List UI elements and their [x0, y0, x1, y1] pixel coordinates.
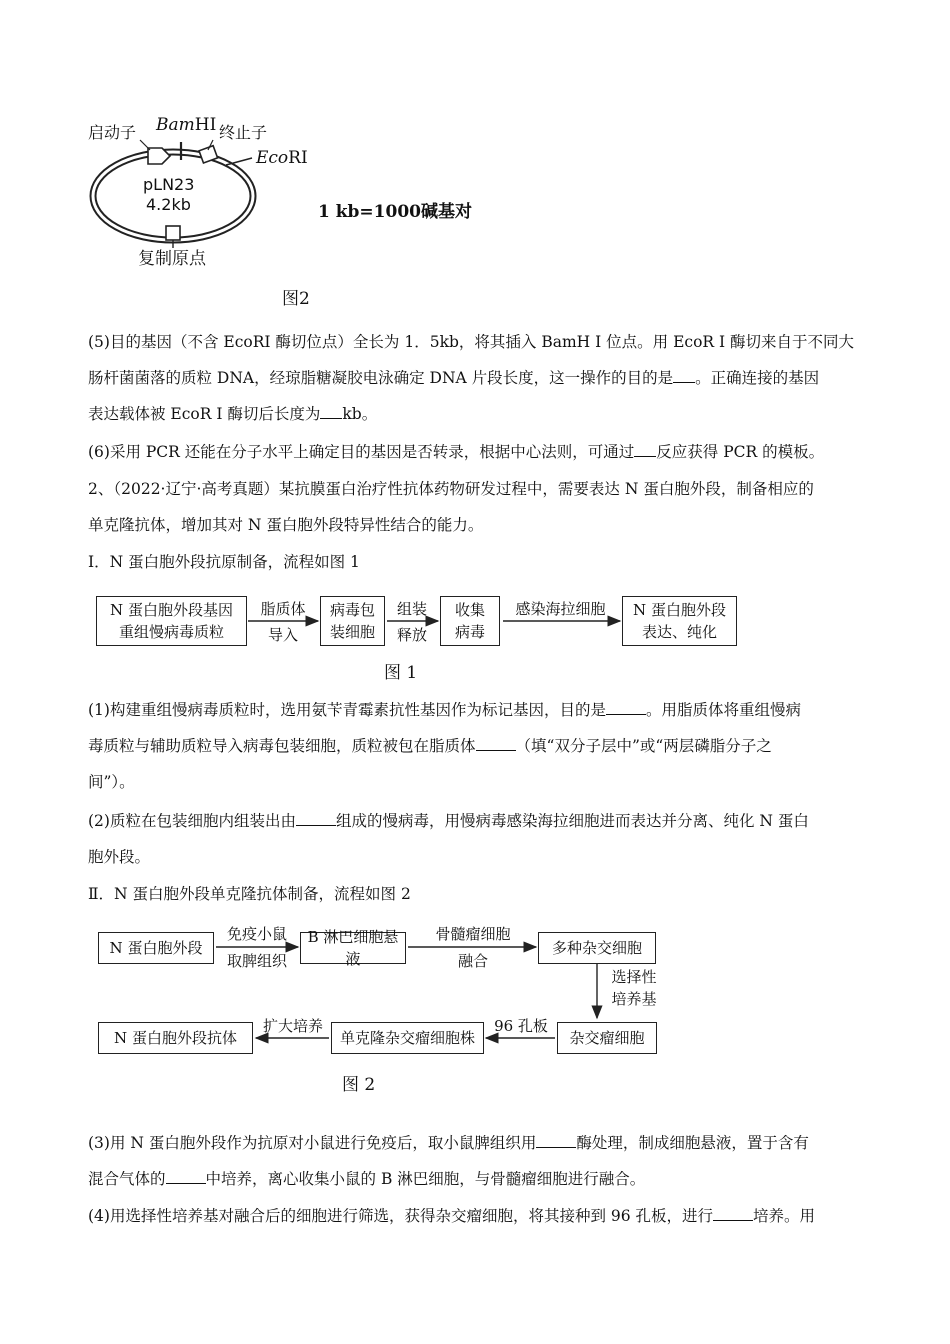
section-2-title: Ⅱ．N 蛋白胞外段单克隆抗体制备，流程如图 2 [88, 885, 411, 903]
figure-caption-2: 图 2 [342, 1075, 376, 1095]
flow1-box-express-purify: N 蛋白胞外段 表达、纯化 [622, 596, 737, 646]
flow1-arrow2-top: 组装 [396, 600, 427, 618]
answer-blank[interactable] [166, 1167, 206, 1184]
figure-caption-plasmid: 图2 [282, 289, 310, 309]
plasmid-name: pLN23 [143, 175, 195, 194]
answer-blank[interactable] [713, 1204, 753, 1221]
bamhi-label: BamHⅠ [156, 115, 217, 135]
ecori-label: EcoRⅠ [256, 148, 308, 168]
q5-line2: 肠杆菌菌落的质粒 DNA，经琼脂糖凝胶电泳确定 DNA 片段长度，这一操作的目的是 。正确连接的基因 [88, 360, 868, 396]
question-4: (4)用选择性培养基对融合后的细胞进行筛选，获得杂交瘤细胞，将其接种到 96 孔板，进行 培养。用 [88, 1198, 868, 1234]
flow2-box-antibody: N 蛋白胞外段抗体 [98, 1022, 253, 1054]
problem-2-line1: 2、（2022·辽宁·高考真题）某抗膜蛋白治疗性抗体药物研发过程中，需要表达 N 蛋白胞外段，制备相应的 [88, 480, 814, 498]
flow2-box-monoclonal-line: 单克隆杂交瘤细胞株 [331, 1022, 484, 1054]
flow2-arrowC-label-1: 选择性 [611, 968, 657, 986]
flow2-arrowC-label-2: 培养基 [611, 990, 657, 1008]
flow2-arrowB-top: 骨髓瘤细胞 [435, 925, 511, 943]
flow1-box-packaging-cell: 病毒包 装细胞 [320, 596, 385, 646]
flow1-arrow1-top: 脂质体 [260, 600, 306, 618]
figure-caption-1: 图 1 [384, 663, 418, 683]
section-1-title: I．N 蛋白胞外段抗原制备，流程如图 1 [88, 553, 360, 571]
plasmid-size: 4.2kb [146, 195, 191, 214]
question-6: (6)采用 PCR 还能在分子水平上确定目的基因是否转录，根据中心法则，可通过 反应获得 PCR 的模板。 [88, 434, 868, 470]
problem-2-line2: 单克隆抗体，增加其对 N 蛋白胞外段特异性结合的能力。 [88, 516, 484, 534]
flow2-box-hybrid-cells: 多种杂交细胞 [538, 932, 656, 964]
promoter-label: 启动子 [88, 123, 137, 142]
flow2-arrowA-top: 免疫小鼠 [226, 925, 287, 943]
flow1-arrow1-bottom: 导入 [267, 626, 298, 644]
flow1-arrow3-top: 感染海拉细胞 [515, 600, 606, 618]
origin-label: 复制原点 [138, 249, 206, 269]
flow1-arrow2-bottom: 释放 [396, 626, 427, 644]
flow2-box-b-cells: B 淋巴细胞悬液 [300, 932, 406, 964]
flow2-arrowE-label: 扩大培养 [262, 1017, 323, 1035]
q5-line3: 表达载体被 EcoR I 酶切后长度为 kb。 [88, 396, 868, 432]
q5-line1: (5)目的基因（不含 EcoRI 酶切位点）全长为 1．5kb，将其插入 BamH I 位点。用 EcoR I 酶切来自于不同大 [88, 333, 855, 351]
question-1: (1)构建重组慢病毒质粒时，选用氨苄青霉素抗性基因作为标记基因，目的是 。用脂质体将重组慢病 毒质粒与辅助质粒导入病毒包装细胞，质粒被包在脂质体 （填“双分子层中”或“两层磷脂分子之 间”）。 [88, 692, 868, 800]
terminator-label: 终止子 [219, 123, 268, 142]
flow2-box-hybridoma: 杂交瘤细胞 [557, 1022, 657, 1054]
kb-note: 1 kb=1000碱基对 [318, 202, 472, 222]
flow2-box-n-protein: N 蛋白胞外段 [98, 932, 214, 964]
flow1-box-collect-virus: 收集 病毒 [440, 596, 500, 646]
question-2: (2)质粒在包装细胞内组装出由 组成的慢病毒，用慢病毒感染海拉细胞进而表达并分离、纯化 N 蛋白 胞外段。 [88, 803, 868, 875]
answer-blank[interactable] [536, 1131, 576, 1148]
flow2-arrowA-bottom: 取脾组织 [226, 952, 287, 970]
flow1-box-recombinant-plasmid: N 蛋白胞外段基因 重组慢病毒质粒 [96, 596, 247, 646]
flow2-arrowB-bottom: 融合 [457, 952, 488, 970]
flow2-arrowD-label: 96 孔板 [494, 1017, 548, 1035]
question-3: (3)用 N 蛋白胞外段作为抗原对小鼠进行免疫后，取小鼠脾组织用 酶处理，制成细胞悬液，置于含有 混合气体的 中培养，离心收集小鼠的 B 淋巴细胞，与骨髓瘤细胞进行融合。 [88, 1125, 868, 1197]
